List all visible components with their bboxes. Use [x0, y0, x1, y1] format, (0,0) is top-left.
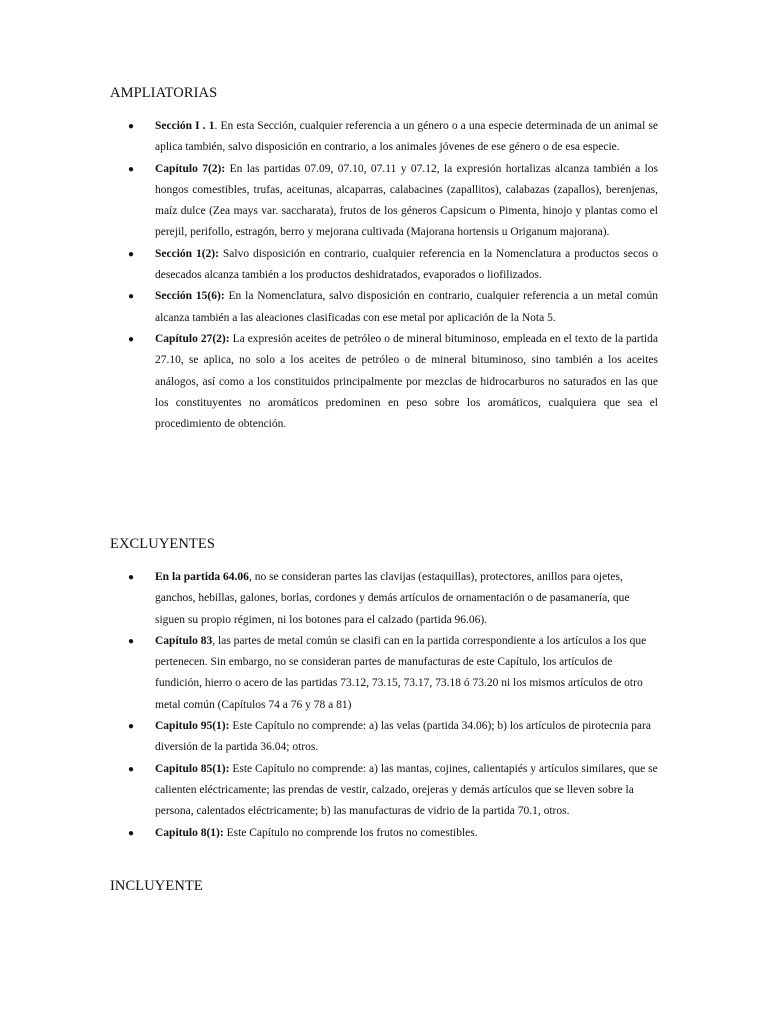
bullet-icon: ●: [128, 635, 135, 647]
heading-ampliatorias: AMPLIATORIAS: [110, 85, 218, 101]
list-item: [128, 716, 658, 759]
item-term: Capitulo 95(1):: [155, 720, 230, 733]
item-term: Capitulo 8(1):: [155, 826, 224, 839]
item-text: En las partidas 07.09, 07.10, 07.11 y 07.12, la expresión hortalizas alcanza también a los hongos comestibles, trufas, aceitunas, alcaparras, calabacines (zapallitos), calabazas (zapallos), berenjenas, maíz dulce (Zea mays var. saccharata), frutos de los géneros Capsicum o Pimenta, hinojo y plantas como el perejil, perifollo, estragón, berro y mejorana cultivada (Majorana hortensis u Origanum majorana).: [155, 162, 658, 239]
ampliatorias-list: [128, 116, 658, 435]
item-term: En la partida 64.06: [155, 571, 249, 583]
list-item: [128, 631, 658, 716]
item-text: Salvo disposición en contrario, cualquier referencia en la Nomenclatura a productos secos o desecados alcanza también a los productos deshidratados, evaporados o liofilizados.: [155, 247, 658, 282]
item-text: . En esta Sección, cualquier referencia a un género o a una especie determinada de un animal se aplica también, salvo disposición en contrario, a los animales jóvenes de ese género o de esa especie.: [155, 120, 659, 154]
item-term: Capítulo 27(2):: [155, 332, 230, 345]
bullet-icon: ●: [128, 721, 135, 733]
item-term: Sección 15(6):: [155, 290, 225, 303]
list-item: [128, 567, 658, 631]
heading-excluyentes: EXCLUYENTES: [110, 536, 216, 552]
bullet-icon: ●: [128, 163, 135, 175]
bullet-icon: ●: [128, 827, 135, 839]
item-text: En la Nomenclatura, salvo disposición en contrario, cualquier referencia a un metal común alcanza también a las aleaciones clasificadas con ese metal por aplicación de la Nota 5.: [155, 290, 658, 324]
heading-incluyente: INCLUYENTE: [110, 878, 203, 894]
bullet-icon: ●: [128, 248, 135, 260]
item-term: Capítulo 7(2):: [155, 162, 226, 175]
item-text: La expresión aceites de petróleo o de mineral bituminoso, empleada en el texto de la partida 27.10, se aplica, no solo a los aceites de petróleo o de mineral bituminoso, sino también a los aceites análogos, así como a los constituidos principalmente por mezclas de hidrocarburos no saturados en las que los constituyentes no aromáticos predominen en peso sobre los aromáticos, cualquiera que sea el procedimiento de obtención.: [155, 332, 658, 431]
item-text: Este Capítulo no comprende: a) las velas (partida 34.06); b) los artículos de pirotecnia para diversión de la partida 36.04; otros.: [155, 720, 651, 754]
item-term: Capitulo 85(1):: [155, 762, 230, 775]
bullet-icon: ●: [128, 572, 135, 583]
list-item: [128, 329, 658, 435]
item-text: Este Capítulo no comprende: a) las mantas, cojines, calientapiés y artículos similares, que se calienten eléctricamente; las prendas de vestir, calzado, orejeras y demás artículos que se lleven sobre la persona, calentados eléctricamente; b) las manufacturas de vidrio de la partida 70.1, otros.: [155, 762, 658, 818]
item-term: Capítulo 83: [155, 634, 213, 647]
bullet-icon: ●: [128, 291, 135, 303]
list-item: [128, 823, 658, 844]
list-item: [128, 116, 658, 159]
item-text: , las partes de metal común se clasifi can en la partida correspondiente a los artículos a los que pertenecen. Sin embargo, no se consideran partes de manufacturas de este Capítulo, los artículos de fundición, hierro o acero de las partidas 73.12, 73.15, 73.17, 73.18 ó 73.20 ni los mismos artículos de otro metal común (Capítulos 74 a 76 y 78 a 81): [155, 634, 647, 711]
excluyentes-list: [128, 567, 658, 844]
list-item: [128, 286, 658, 329]
list-item: [128, 244, 658, 287]
list-item: [128, 759, 658, 823]
bullet-icon: ●: [128, 763, 135, 775]
item-term: Sección 1(2):: [155, 247, 219, 260]
bullet-icon: ●: [128, 333, 135, 345]
list-item: [128, 159, 658, 244]
item-term: Sección I . 1: [155, 120, 215, 132]
item-text: Este Capítulo no comprende los frutos no comestibles.: [223, 826, 478, 839]
bullet-icon: ●: [128, 121, 135, 132]
item-text: , no se consideran partes las clavijas (estaquillas), protectores, anillos para ojetes, ganchos, hebillas, galones, borlas, cordones y demás artículos de ornamentación o de pasamanería, que siguen su propio régimen, ni los botones para el calzado (partida 96.06).: [155, 571, 630, 626]
